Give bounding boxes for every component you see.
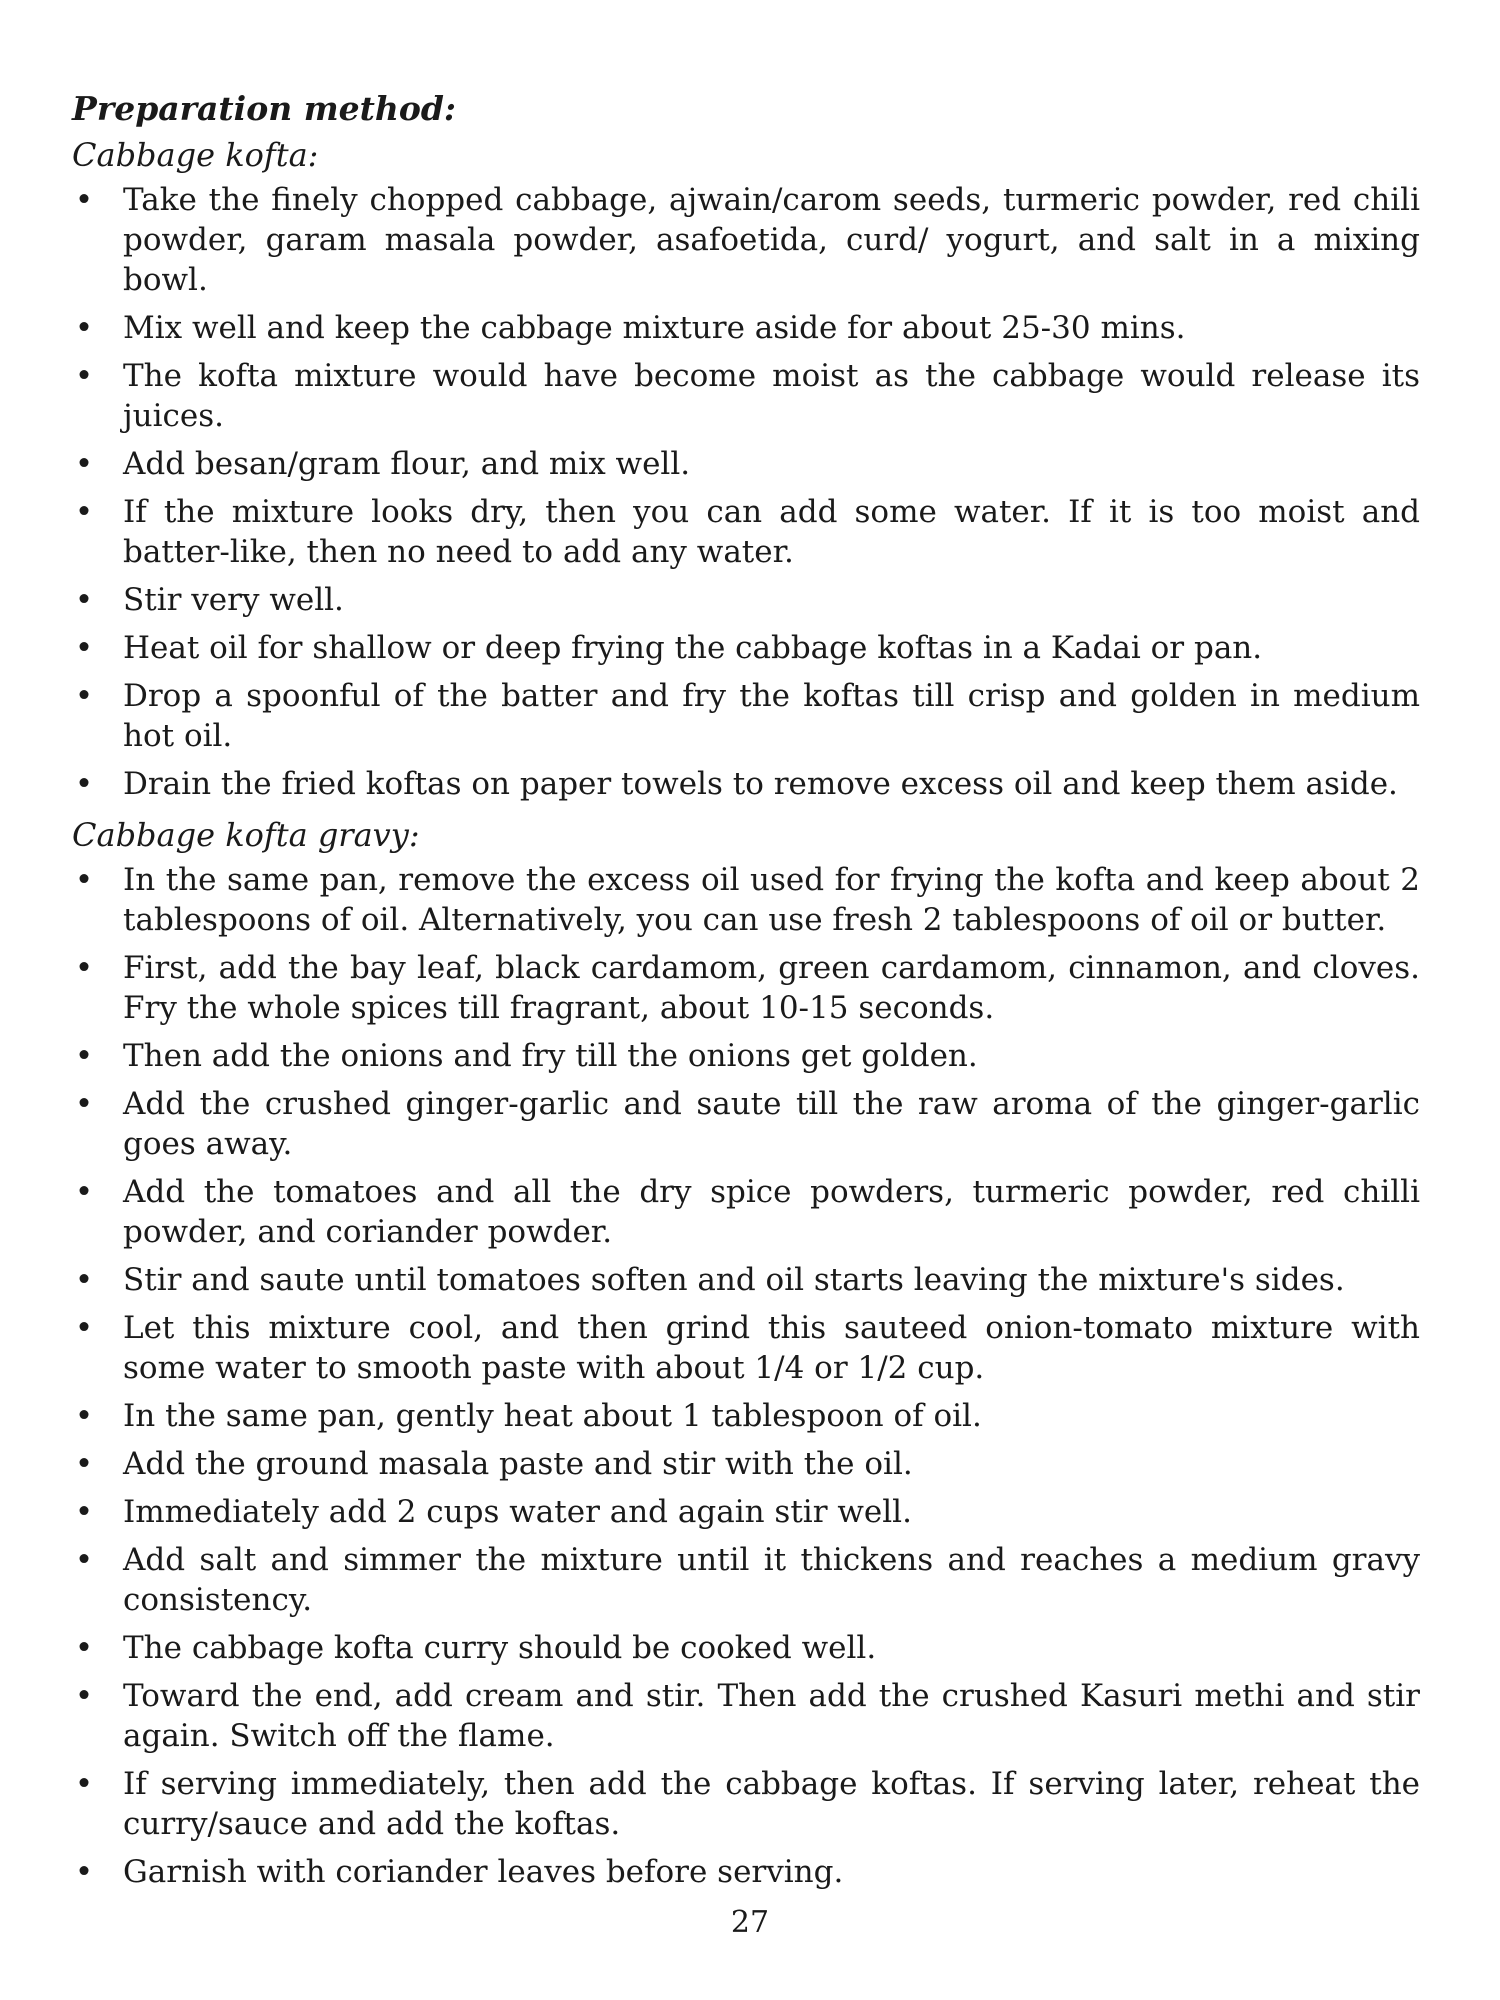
list-item bbox=[72, 1628, 1420, 1668]
step-text: Add salt and simmer the mixture until it thickens and reaches a medium gravy consistency. bbox=[123, 1542, 1420, 1618]
bullet-icon: • bbox=[74, 582, 94, 618]
step-text: Toward the end, add cream and stir. Then add the crushed Kasuri methi and stir again. Switch off the flame. bbox=[123, 1678, 1420, 1754]
list-item bbox=[72, 444, 1420, 484]
bullet-icon: • bbox=[74, 1262, 94, 1298]
bullet-icon: • bbox=[74, 182, 94, 218]
bullet-icon: • bbox=[74, 1398, 94, 1434]
step-text: Let this mixture cool, and then grind this sauteed onion-tomato mixture with some water to smooth paste with about 1/4 or 1/2 cup. bbox=[123, 1310, 1420, 1386]
step-text: If serving immediately, then add the cabbage koftas. If serving later, reheat the curry/sauce and add the koftas. bbox=[123, 1766, 1420, 1842]
bullet-icon: • bbox=[74, 630, 94, 666]
step-text: The cabbage kofta curry should be cooked well. bbox=[123, 1630, 877, 1666]
step-text: Immediately add 2 cups water and again stir well. bbox=[123, 1494, 912, 1530]
list-item bbox=[72, 1444, 1420, 1484]
step-text: First, add the bay leaf, black cardamom, green cardamom, cinnamon, and cloves. Fry the whole spices till fragrant, about 10-15 seconds. bbox=[123, 950, 1420, 1026]
list-item bbox=[72, 492, 1420, 572]
list-item bbox=[72, 1764, 1420, 1844]
section-heading: Cabbage kofta gravy: bbox=[72, 816, 420, 854]
list-item bbox=[72, 1036, 1420, 1076]
step-list bbox=[72, 180, 1420, 804]
step-text: Add the tomatoes and all the dry spice powders, turmeric powder, red chilli powder, and coriander powder. bbox=[123, 1174, 1420, 1250]
bullet-icon: • bbox=[74, 358, 94, 394]
bullet-icon: • bbox=[74, 446, 94, 482]
step-text: Add the crushed ginger-garlic and saute till the raw aroma of the ginger-garlic goes away. bbox=[123, 1086, 1420, 1162]
list-item bbox=[72, 1396, 1420, 1436]
step-text: In the same pan, remove the excess oil used for frying the kofta and keep about 2 tablespoons of oil. Alternatively, you can use fresh 2 tablespoons of oil or butter. bbox=[123, 862, 1420, 938]
step-list bbox=[72, 860, 1420, 1892]
list-item bbox=[72, 1540, 1420, 1620]
step-text: Drain the fried koftas on paper towels to remove excess oil and keep them aside. bbox=[123, 766, 1398, 802]
list-item bbox=[72, 1172, 1420, 1252]
bullet-icon: • bbox=[74, 950, 94, 986]
step-text: Add besan/gram flour, and mix well. bbox=[123, 446, 691, 482]
list-item bbox=[72, 628, 1420, 668]
list-item bbox=[72, 764, 1420, 804]
step-text: Stir and saute until tomatoes soften and oil starts leaving the mixture's sides. bbox=[123, 1262, 1345, 1298]
list-item bbox=[72, 1492, 1420, 1532]
document-page bbox=[72, 86, 1420, 1900]
bullet-icon: • bbox=[74, 1766, 94, 1802]
bullet-icon: • bbox=[74, 1086, 94, 1122]
bullet-icon: • bbox=[74, 1446, 94, 1482]
list-item bbox=[72, 180, 1420, 300]
step-text: Mix well and keep the cabbage mixture aside for about 25-30 mins. bbox=[123, 310, 1186, 346]
step-text: Drop a spoonful of the batter and fry the koftas till crisp and golden in medium hot oil. bbox=[123, 678, 1420, 754]
bullet-icon: • bbox=[74, 1174, 94, 1210]
step-text: Garnish with coriander leaves before serving. bbox=[123, 1854, 844, 1890]
preparation-heading: Preparation method: bbox=[72, 89, 457, 128]
list-item bbox=[72, 1260, 1420, 1300]
list-item bbox=[72, 580, 1420, 620]
step-text: If the mixture looks dry, then you can add some water. If it is too moist and batter-like, then no need to add any water. bbox=[123, 494, 1420, 570]
step-text: In the same pan, gently heat about 1 tablespoon of oil. bbox=[123, 1398, 982, 1434]
sections-container bbox=[72, 132, 1420, 1892]
bullet-icon: • bbox=[74, 1310, 94, 1346]
step-text: Then add the onions and fry till the onions get golden. bbox=[123, 1038, 978, 1074]
bullet-icon: • bbox=[74, 1630, 94, 1666]
list-item bbox=[72, 356, 1420, 436]
list-item bbox=[72, 860, 1420, 940]
bullet-icon: • bbox=[74, 862, 94, 898]
list-item bbox=[72, 676, 1420, 756]
bullet-icon: • bbox=[74, 494, 94, 530]
section-heading: Cabbage kofta: bbox=[72, 136, 319, 174]
list-item bbox=[72, 1084, 1420, 1164]
list-item bbox=[72, 1676, 1420, 1756]
bullet-icon: • bbox=[74, 678, 94, 714]
bullet-icon: • bbox=[74, 766, 94, 802]
bullet-icon: • bbox=[74, 1038, 94, 1074]
step-text: Heat oil for shallow or deep frying the cabbage koftas in a Kadai or pan. bbox=[123, 630, 1263, 666]
bullet-icon: • bbox=[74, 1494, 94, 1530]
bullet-icon: • bbox=[74, 1854, 94, 1890]
list-item bbox=[72, 948, 1420, 1028]
step-text: Add the ground masala paste and stir with the oil. bbox=[123, 1446, 913, 1482]
bullet-icon: • bbox=[74, 310, 94, 346]
bullet-icon: • bbox=[74, 1678, 94, 1714]
step-text: Stir very well. bbox=[123, 582, 344, 618]
list-item bbox=[72, 1852, 1420, 1892]
list-item bbox=[72, 308, 1420, 348]
list-item bbox=[72, 1308, 1420, 1388]
step-text: Take the finely chopped cabbage, ajwain/carom seeds, turmeric powder, red chili powder, garam masala powder, asafoetida, curd/ yogurt, and salt in a mixing bowl. bbox=[123, 182, 1420, 298]
bullet-icon: • bbox=[74, 1542, 94, 1578]
step-text: The kofta mixture would have become moist as the cabbage would release its juices. bbox=[123, 358, 1420, 434]
page-number: 27 bbox=[730, 1905, 770, 1940]
